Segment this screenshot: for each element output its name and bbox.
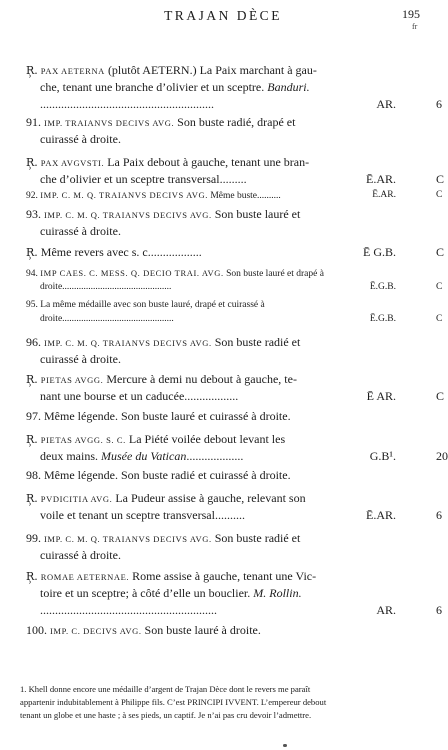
- entry-line: [26, 568, 424, 585]
- entry-line: [26, 223, 424, 240]
- entry-line: [26, 371, 424, 388]
- entry-text-tail: Son buste lauré et drapé à: [223, 269, 324, 279]
- entry-line: [26, 171, 445, 188]
- entry-text: 91.: [26, 115, 44, 129]
- metal-size: Ē.AR.: [372, 190, 396, 200]
- entry-text-tail: Son buste radié et: [211, 531, 301, 545]
- reverse-marker: R̹.: [26, 246, 38, 259]
- entry-text: 93.: [26, 207, 44, 221]
- entry-text: 97. Même légende. Son buste lauré et cuirassé à droite.: [26, 409, 291, 423]
- leader-dots: ...............................................: [62, 314, 174, 324]
- entry-text: voile et tenant un sceptre transversal: [40, 508, 215, 522]
- entry-line: [26, 131, 424, 148]
- legend-smallcaps: PAX AVGVSTI.: [40, 158, 105, 168]
- footnote-line: 1. Khell donne encore une médaille d’argent de Trajan Dèce dont le revers me paraît: [20, 684, 311, 694]
- entry-text: La Pudeur assise à gauche, relevant son: [112, 491, 306, 505]
- metal-size: AR.: [376, 97, 396, 111]
- entry-line: [26, 622, 424, 639]
- entry-line: [26, 114, 424, 131]
- entry-line: [26, 448, 448, 465]
- entry-text: cuirassé à droite.: [40, 132, 121, 146]
- entry-text-tail: Son buste lauré et: [211, 207, 301, 221]
- rarity-value: C: [436, 282, 443, 292]
- entry-line: [26, 206, 424, 223]
- collection-name: M. Rollin.: [253, 586, 302, 600]
- entry-text: La Paix debout à gauche, tenant une bran-: [104, 155, 310, 169]
- entry-line: [26, 507, 442, 524]
- entry-line: [26, 408, 424, 425]
- legend-smallcaps: IMP. TRAIANVS DECIVS AVG.: [44, 118, 175, 128]
- entry-rev-pax-aeterna: [26, 62, 442, 113]
- entry-text: cuirassé à droite.: [40, 548, 121, 562]
- leader-dots: ...........................................................: [40, 603, 217, 617]
- metal-size: Ē.G.B.: [369, 314, 396, 324]
- entry-line: [26, 280, 443, 294]
- entry-text-tail: Son buste lauré à droite.: [141, 623, 261, 637]
- entry-text: La Piété voilée debout levant les: [125, 432, 286, 446]
- reverse-marker: R̹.: [26, 570, 38, 583]
- entry-text: 100.: [26, 623, 50, 637]
- entry-rev-roma-aeternae: [26, 568, 442, 619]
- metal-size: AR.: [376, 603, 396, 617]
- entry-rev-meme-sc: [26, 244, 445, 261]
- leader-dots: .........: [219, 172, 247, 186]
- entry-line: [26, 585, 424, 602]
- entry-coin-97: [26, 408, 424, 425]
- collection-name: Banduri.: [267, 80, 310, 94]
- entry-line: [26, 154, 424, 171]
- entry-line: [26, 312, 443, 326]
- legend-smallcaps: IMP. C. M. Q. TRAIANVS DECIVS AVG.: [44, 210, 212, 220]
- entry-line: [26, 266, 424, 280]
- legend-smallcaps: IMP. C. DECIVS AVG.: [50, 626, 142, 636]
- rarity-value: 20: [436, 449, 448, 463]
- entry-coin-96: [26, 334, 424, 368]
- entry-text: droite: [40, 282, 63, 292]
- entry-line: [26, 431, 424, 448]
- legend-smallcaps: IMP. C. M. Q. TRAIANVS DECIVS AVG.: [44, 338, 212, 348]
- entry-line: [26, 467, 424, 484]
- rarity-value: C: [436, 190, 443, 200]
- entry-line: [26, 188, 443, 202]
- entry-line: [26, 79, 424, 96]
- entry-text: (plutôt AETERN.) La Paix marchant à gau-: [104, 63, 317, 77]
- reverse-marker: R̹.: [26, 64, 38, 77]
- rarity-value: C: [436, 172, 445, 186]
- legend-smallcaps: ROMAE AETERNAE.: [40, 572, 130, 582]
- entry-text: deux mains.: [40, 449, 101, 463]
- entry-coin-94: [26, 266, 443, 294]
- margin-mark: fr: [412, 22, 418, 31]
- leader-dots: ..................: [184, 389, 239, 403]
- reverse-marker: R̹.: [26, 492, 38, 505]
- entry-line: [26, 602, 442, 619]
- rarity-value: 6: [436, 508, 442, 522]
- rarity-value: C: [436, 389, 445, 403]
- entry-line: [26, 334, 424, 351]
- reverse-marker: R̹.: [26, 156, 38, 169]
- entry-coin-99: [26, 530, 424, 564]
- entry-text: 98. Même légende. Son buste radié et cuirassé à droite.: [26, 468, 291, 482]
- metal-size: Ē.G.B.: [369, 282, 396, 292]
- entry-text: droite: [40, 314, 63, 324]
- legend-smallcaps: PIETAS AVGG. S. C.: [40, 435, 126, 445]
- entry-line: [26, 244, 445, 261]
- legend-smallcaps: IMP CAES. C. MESS. Q. DECIO TRAI. AVG.: [40, 268, 224, 278]
- metal-size: Ē.AR.: [366, 508, 396, 522]
- entry-coin-100: [26, 622, 424, 639]
- entry-text: 99.: [26, 531, 44, 545]
- leader-dots: ..............................................: [62, 282, 172, 292]
- entry-rev-pietas-sc: [26, 431, 448, 465]
- reverse-marker: R̹.: [26, 373, 38, 386]
- entry-text: 96.: [26, 335, 44, 349]
- entry-text: che, tenant une branche d’olivier et un sceptre.: [40, 80, 268, 94]
- leader-dots: ..........: [214, 508, 245, 522]
- entry-line: [26, 96, 442, 113]
- legend-smallcaps: IMP. C. M. Q. TRAIANVS DECIVS AVG.: [44, 534, 212, 544]
- entry-line: [26, 547, 424, 564]
- entry-text: cuirassé à droite.: [40, 224, 121, 238]
- entry-text: Même revers avec s. c: [37, 245, 148, 259]
- entry-line: [26, 530, 424, 547]
- entry-text: Mercure à demi nu debout à gauche, te-: [103, 372, 297, 386]
- entry-text: Rome assise à gauche, tenant une Vic-: [129, 569, 317, 583]
- leader-dots: ..................: [147, 245, 202, 259]
- entry-line: [26, 62, 424, 79]
- entry-rev-pvdicitia: [26, 490, 442, 524]
- legend-smallcaps: PAX AETERNA: [40, 66, 105, 76]
- entry-line: [26, 351, 424, 368]
- entry-text: nant une bourse et un caducée: [40, 389, 185, 403]
- entry-text: cuirassé à droite.: [40, 352, 121, 366]
- entry-coin-98: [26, 467, 424, 484]
- entry-text: toire et un sceptre; à côté d’elle un bouclier.: [40, 586, 254, 600]
- page-number: 195: [402, 7, 420, 21]
- entry-rev-pax-avgvsti: [26, 154, 445, 188]
- leader-dots: ...................: [186, 449, 244, 463]
- metal-size: Ē G.B.: [363, 245, 396, 259]
- collection-name: Musée du Vatican: [101, 449, 187, 463]
- reverse-marker: R̹.: [26, 433, 38, 446]
- footnote-line: tenant un globe et une haste ; à ses pieds, un captif. Je n’ai pas cru devoir l’admettre.: [20, 710, 312, 720]
- entry-text: 94.: [26, 269, 41, 279]
- entry-text-tail: Son buste radié, drapé et: [174, 115, 296, 129]
- legend-smallcaps: PIETAS AVGG.: [40, 375, 104, 385]
- entry-coin-95: [26, 298, 443, 326]
- entry-line: [26, 298, 424, 312]
- entry-coin-91: [26, 114, 424, 148]
- footnote: [20, 683, 428, 722]
- entry-rev-pietas-avgg: [26, 371, 445, 405]
- rarity-value: 6: [436, 603, 442, 617]
- entry-coin-93: [26, 206, 424, 240]
- entry-line: [26, 388, 445, 405]
- entry-text-tail: Même buste: [207, 191, 258, 201]
- rarity-value: 6: [436, 97, 442, 111]
- metal-size: Ē AR.: [366, 389, 396, 403]
- metal-size: G.B¹.: [369, 449, 396, 463]
- entry-coin-92: [26, 188, 443, 202]
- legend-smallcaps: IMP. C. M. Q. TRAIANVS DECIVS AVG.: [40, 190, 208, 200]
- legend-smallcaps: PVDICITIA AVG.: [40, 494, 113, 504]
- ink-mark: [283, 744, 287, 747]
- entry-line: [26, 490, 424, 507]
- leader-dots: ..........: [257, 191, 281, 201]
- metal-size: Ē.AR.: [366, 172, 396, 186]
- entry-text: che d’olivier et un sceptre transversal: [40, 172, 220, 186]
- rarity-value: C: [436, 245, 445, 259]
- entry-text-tail: Son buste radié et: [211, 335, 301, 349]
- entry-text: 95. La même médaille avec son buste lauré, drapé et cuirassé à: [26, 300, 265, 310]
- rarity-value: C: [436, 314, 443, 324]
- footnote-line: appartenir indubitablement à Philippe fils. C’est PRINCIPI IVVENT. L’empereur debout: [20, 697, 327, 707]
- entry-text: 92.: [26, 191, 41, 201]
- leader-dots: ..........................................................: [40, 97, 214, 111]
- page-title: TRAJAN DÈCE: [164, 8, 282, 23]
